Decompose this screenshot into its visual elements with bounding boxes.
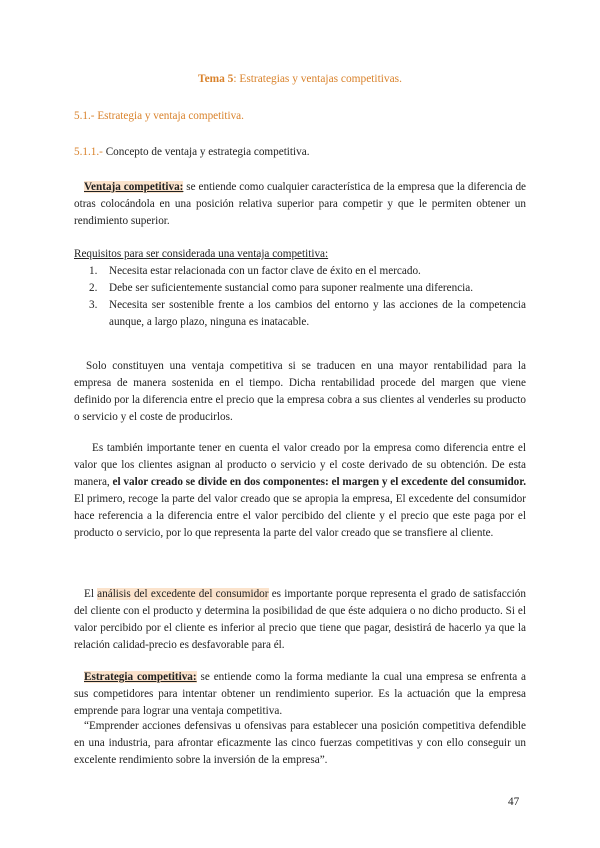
subsection-text: Concepto de ventaja y estrategia competitiva. bbox=[102, 146, 310, 158]
list-text: Necesita ser sostenible frente a los cambios del entorno y las acciones de la competencia aunque, a largo plazo, ninguna es inatacable. bbox=[109, 299, 526, 328]
page-title bbox=[0, 73, 600, 85]
valor-text-1: Es también importante tener en cuenta el valor creado por la empresa como diferencia entre el valor que los clientes asignan al producto o servicio y el coste derivado de su obtención. De esta manera, bbox=[74, 442, 526, 488]
estrategia-quote: “Emprender acciones defensivas u ofensivas para establecer una posición competitiva defendible en una industria, para afrontar eficazmente las cinco fuerzas competitivas y con ello conseguir un excelente rendimiento sobre la inversión de la empresa”. bbox=[74, 720, 526, 766]
title-text: : Estrategias y ventajas competitivas. bbox=[233, 73, 402, 85]
list-text: Debe ser suficientemente sustancial como para suponer realmente una diferencia. bbox=[109, 282, 474, 294]
term-estrategia: Estrategia competitiva: bbox=[84, 671, 197, 683]
list-item bbox=[74, 297, 526, 331]
analisis-text-1: El bbox=[84, 588, 98, 600]
analisis-text-2: es importante porque representa el grado de satisfacción del cliente con el producto y determina la posibilidad de que éste adquiera o no dicho producto. Si el valor percibido por el cliente es inferior al precio que tiene que pagar, desistirá de hacerlo ya que la relación calidad-precio es desfavorable para él. bbox=[74, 588, 526, 651]
section-heading-5-1 bbox=[74, 108, 526, 125]
list-number: 3. bbox=[89, 299, 98, 311]
term-ventaja: Ventaja competitiva: bbox=[84, 181, 184, 193]
page-number: 47 bbox=[508, 796, 520, 808]
analisis-highlight: análisis del excedente del consumidor bbox=[97, 588, 269, 600]
title-label: Tema 5 bbox=[198, 73, 234, 85]
list-item bbox=[74, 263, 526, 280]
paragraph-analisis bbox=[74, 586, 526, 654]
requisitos-heading: Requisitos para ser considerada una ventaja competitiva: bbox=[74, 248, 329, 260]
requisitos-block bbox=[74, 246, 526, 331]
paragraph-ventaja bbox=[74, 179, 526, 230]
list-number: 1. bbox=[89, 265, 98, 277]
paragraph-rentabilidad: Solo constituyen una ventaja competitiva si se traducen en una mayor rentabilidad para la empresa de manera sostenida en el tiempo. Dicha rentabilidad procede del margen que viene definido por la diferencia entre el precio que la empresa cobra a sus clientes al venderles su producto o servicio y el coste de producirlos. bbox=[74, 360, 526, 423]
list-item bbox=[74, 280, 526, 297]
section-number: 5.1.- bbox=[74, 110, 95, 122]
subsection-number: 5.1.1.- bbox=[74, 146, 103, 158]
paragraph-estrategia bbox=[74, 669, 526, 720]
paragraph-valor-creado bbox=[74, 440, 526, 542]
section-text: Estrategia y ventaja competitiva. bbox=[94, 110, 244, 122]
valor-bold: el valor creado se divide en dos componentes: el margen y el excedente del consumidor. bbox=[112, 476, 526, 488]
list-text: Necesita estar relacionada con un factor clave de éxito en el mercado. bbox=[109, 265, 421, 277]
requisitos-list bbox=[74, 263, 526, 331]
list-number: 2. bbox=[89, 282, 98, 294]
subsection-heading-5-1-1 bbox=[74, 144, 526, 161]
valor-text-2: El primero, recoge la parte del valor creado que se apropia la empresa, El excedente del consumidor hace referencia a la diferencia entre el valor percibido del cliente y el precio que este paga por el producto o servicio, por lo que representa la parte del valor creado que se transfiere al cliente. bbox=[74, 493, 526, 539]
ventaja-definition: se entiende como cualquier característica de la empresa que la diferencia de otras colocándola en una posición relativa superior para competir y que le permiten obtener un rendimiento superior. bbox=[74, 181, 526, 227]
estrategia-definition: se entiende como la forma mediante la cual una empresa se enfrenta a sus competidores para intentar obtener un rendimiento superior. Es la actuación que la empresa emprende para lograr una ventaja competitiva. bbox=[74, 671, 527, 717]
